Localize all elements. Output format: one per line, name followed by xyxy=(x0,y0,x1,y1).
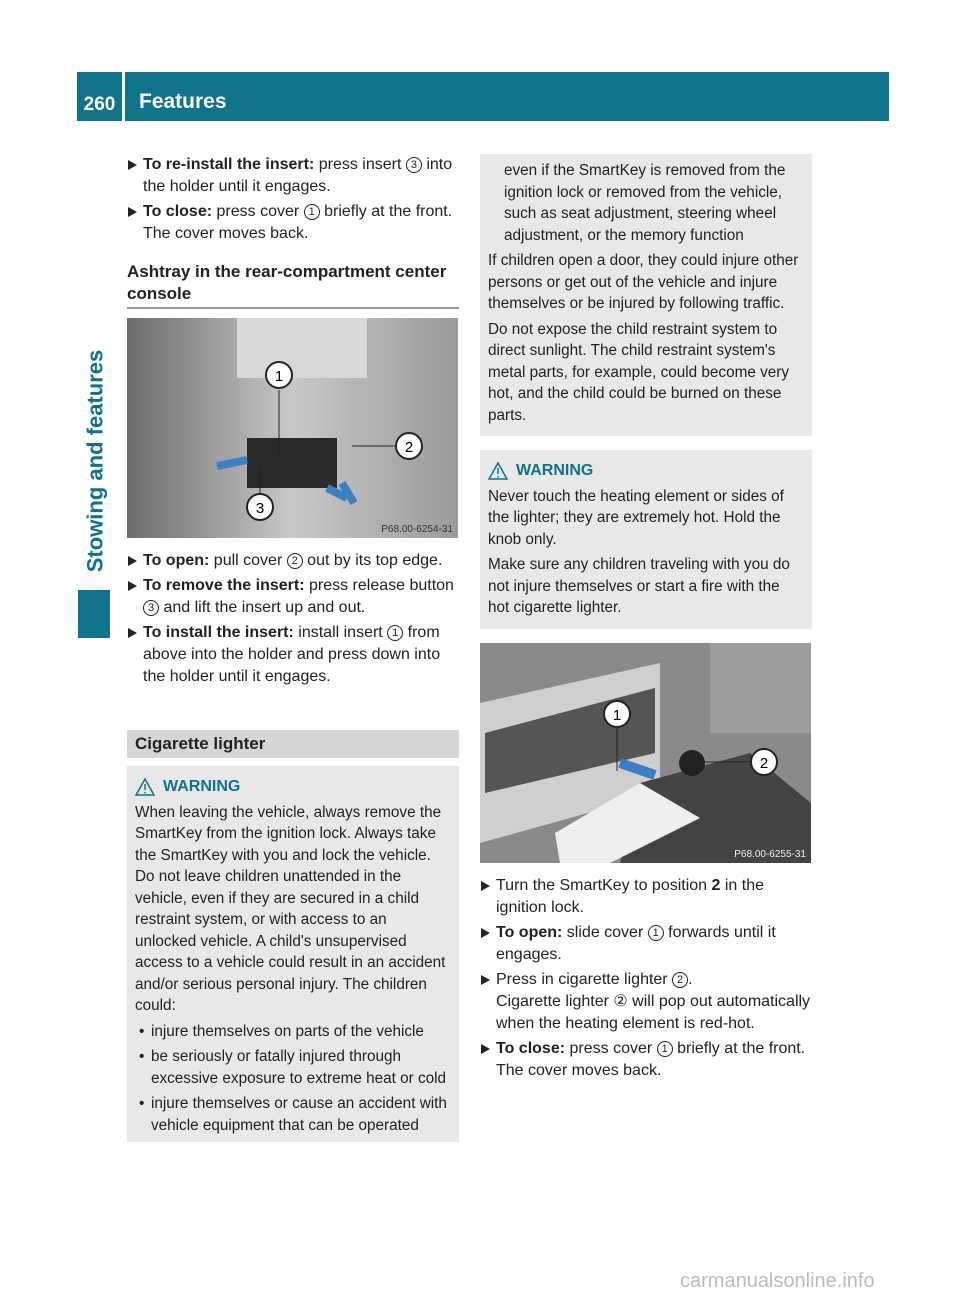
side-tab xyxy=(78,340,112,590)
warning-text: Do not expose the child restraint system to direct sunlight. The child restraint system's metal parts, for example, could become very hot, and the child could be burned on these parts. xyxy=(488,320,789,424)
warning-text: Never touch the heating element or sides of the lighter; they are extremely hot. Hold the knob only. xyxy=(488,487,784,548)
step: To open: slide cover 1 forwards until it engages. xyxy=(480,922,812,966)
page-number: 260 xyxy=(77,72,125,121)
warning-text: When leaving the vehicle, always remove the SmartKey from the ignition lock. Always take the SmartKey with you and lock the vehicle. Do not leave children unattended in the vehicle, even if they are secured in a child restraint system, or with access to an unlocked vehicle. A child's unsupervised access to a vehicle could result in an accident and/or serious personal injury. The children could: xyxy=(135,803,446,1014)
right-column xyxy=(480,154,812,1085)
warning-box xyxy=(480,450,812,629)
warning-triangle-icon xyxy=(135,778,155,796)
svg-text:2: 2 xyxy=(404,439,414,456)
step: To install the insert: install insert 1 from above into the holder and press down into the holder until it engages. xyxy=(127,622,459,688)
step: To close: press cover 1 briefly at the front. The cover moves back. xyxy=(127,201,459,245)
ashtray-image xyxy=(127,318,458,538)
bullet: • be seriously or fatally injured through excessive exposure to extreme heat or cold xyxy=(135,1046,451,1089)
left-column xyxy=(127,154,459,1142)
bullet: • injure themselves or cause an accident with vehicle equipment that can be operated xyxy=(135,1093,451,1136)
step: Turn the SmartKey to position 2 in the ignition lock. xyxy=(480,875,812,919)
watermark: carmanualsonline.info xyxy=(680,1270,875,1292)
side-tab-marker xyxy=(78,590,110,638)
warning-box-continued xyxy=(480,154,812,436)
chapter-title: Features xyxy=(139,90,227,113)
warning-box xyxy=(127,766,459,1142)
warning-text: If children open a door, they could injure other persons or get out of the vehicle and injure themselves or be injured by following traffic. xyxy=(488,252,799,312)
page-header xyxy=(77,72,889,121)
section-heading: Ashtray in the rear-compartment center console xyxy=(127,261,459,309)
step: To open: pull cover 2 out by its top edge. xyxy=(127,550,459,572)
warning-label: WARNING xyxy=(516,462,594,479)
bullet: even if the SmartKey is removed from the ignition lock or removed from the vehicle, such as seat adjustment, steering wheel adjustment, or the memory function xyxy=(504,162,786,244)
image-code: P68.00-6255-31 xyxy=(734,848,806,860)
warning-text: Make sure any children traveling with you do not injure themselves or start a fire with the hot cigarette lighter. xyxy=(488,556,790,616)
image-code: P68.00-6254-31 xyxy=(381,524,453,535)
warning-label: WARNING xyxy=(163,778,241,795)
bullet: • injure themselves on parts of the vehicle xyxy=(135,1021,451,1043)
step: To remove the insert: press release button 3 and lift the insert up and out. xyxy=(127,575,459,619)
warning-triangle-icon xyxy=(488,462,508,480)
step: Press in cigarette lighter 2 . Cigarette lighter ② will pop out automatically when the heating element is red-hot. xyxy=(480,969,812,1035)
svg-text:3: 3 xyxy=(255,500,265,517)
step: To re-install the insert: press insert 3 into the holder until it engages. xyxy=(127,154,459,198)
cigarette-lighter-image xyxy=(480,643,811,863)
svg-text:1: 1 xyxy=(612,706,622,724)
section-bar: Cigarette lighter xyxy=(127,730,459,758)
svg-text:1: 1 xyxy=(274,368,284,385)
svg-text:2: 2 xyxy=(759,754,769,772)
step: To close: press cover 1 briefly at the front. The cover moves back. xyxy=(480,1038,812,1082)
side-tab-label: Stowing and features xyxy=(82,349,108,573)
